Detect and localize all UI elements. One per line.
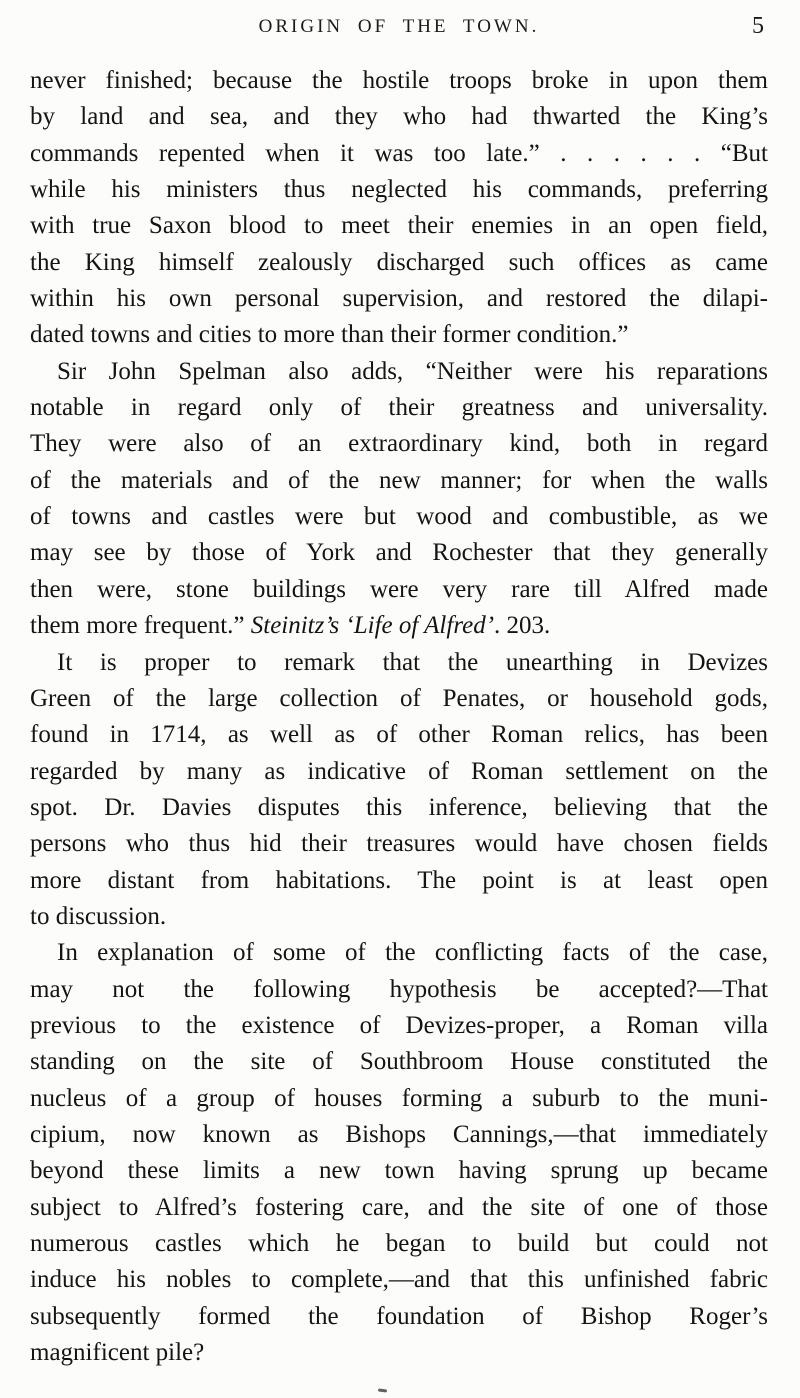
text-line (30, 535, 768, 571)
text-segment: . 203. (494, 612, 551, 640)
text-segment: previous to the existence of Devizes-proper, a Roman villa (30, 1011, 768, 1039)
text-line (30, 99, 768, 135)
text-line (30, 390, 768, 426)
text-line (30, 754, 768, 790)
text-line (30, 1262, 768, 1298)
citation-italic: Steinitz’s ‘Life of Alfred’ (250, 612, 495, 640)
text-line (30, 281, 768, 317)
text-segment: while his ministers thus neglected his commands, preferring (30, 176, 768, 204)
text-segment: induce his nobles to complete,—and that this unfinished fabric (30, 1266, 768, 1294)
text-segment: numerous castles which he began to build but could not (30, 1230, 768, 1257)
text-line (30, 317, 768, 353)
text-segment: never finished; because the hostile troops broke in upon them (30, 67, 768, 94)
text-segment: dated towns and cities to more than their former condition.” (30, 321, 629, 349)
text-line (30, 63, 768, 99)
text-line (30, 608, 768, 644)
text-segment: found in 1714, as well as of other Roman relics, has been (30, 721, 768, 749)
text-segment: may not the following hypothesis be accepted?—That (30, 975, 768, 1003)
text-segment: standing on the site of Southbroom House constituted the (30, 1048, 768, 1076)
text-line (30, 1117, 768, 1153)
text-line (30, 208, 768, 244)
text-segment: Sir John Spelman also adds, “Neither were his reparations (57, 357, 768, 385)
text-segment: subsequently formed the foundation of Bishop Roger’s (30, 1302, 768, 1330)
text-segment: of the materials and of the new manner; for when the walls (30, 466, 768, 494)
text-line (30, 463, 768, 499)
running-title: ORIGIN OF THE TOWN. (258, 16, 540, 37)
text-line (30, 1226, 768, 1262)
text-line (30, 826, 768, 862)
text-segment: Green of the large collection of Penates, or household gods, (30, 684, 768, 712)
scan-artifact (378, 1388, 387, 1392)
text-line (30, 790, 768, 826)
text-segment: regarded by many as indicative of Roman settlement on the (30, 757, 768, 785)
text-segment: by land and sea, and they who had thwarted the King’s (30, 103, 768, 131)
text-segment: It is proper to remark that the unearthing in Devizes (57, 648, 768, 676)
text-line (30, 899, 768, 935)
text-line (30, 136, 768, 172)
text-line (30, 717, 768, 753)
text-segment: nucleus of a group of houses forming a suburb to the muni- (30, 1084, 768, 1112)
text-segment: In explanation of some of the conflicting facts of the case, (57, 939, 768, 967)
text-line (30, 863, 768, 899)
text-segment: notable in regard only of their greatness and universality. (30, 394, 768, 422)
page-number: 5 (752, 13, 764, 39)
text-segment: They were also of an extraordinary kind, both in regard (30, 430, 768, 458)
text-line (30, 1335, 768, 1371)
text-line (30, 426, 768, 462)
text-line (30, 1190, 768, 1226)
text-line (30, 354, 768, 390)
text-line (30, 681, 768, 717)
text-segment: more distant from habitations. The point is at least open (30, 866, 768, 894)
text-segment: subject to Alfred’s fostering care, and the site of one of those (30, 1193, 768, 1221)
text-line (30, 172, 768, 208)
text-segment: within his own personal supervision, and restored the dilapi- (30, 285, 768, 313)
text-segment: of towns and castles were but wood and combustible, as we (30, 503, 768, 531)
text-line (30, 645, 768, 681)
text-line (30, 1299, 768, 1335)
text-segment: commands repented when it was too late.” . . . . . . “But (30, 139, 768, 167)
text-segment: persons who thus hid their treasures would have chosen fields (30, 830, 768, 858)
text-segment: beyond these limits a new town having sprung up became (30, 1157, 768, 1185)
running-head (30, 13, 768, 46)
text-line (30, 572, 768, 608)
text-line (30, 1044, 768, 1080)
text-segment: then were, stone buildings were very rare till Alfred made (30, 575, 768, 603)
text-line (30, 1153, 768, 1189)
text-segment: with true Saxon blood to meet their enemies in an open field, (30, 212, 768, 240)
text-segment: magnificent pile? (30, 1339, 205, 1367)
text-segment: to discussion. (30, 902, 167, 930)
text-segment: spot. Dr. Davies disputes this inference, believing that the (30, 793, 768, 821)
text-line (30, 1008, 768, 1044)
text-line (30, 499, 768, 535)
text-segment: the King himself zealously discharged such offices as came (30, 248, 768, 276)
text-line (30, 972, 768, 1008)
text-line (30, 935, 768, 971)
text-segment: cipium, now known as Bishops Cannings,—that immediately (30, 1120, 768, 1148)
text-segment: may see by those of York and Rochester that they generally (30, 539, 768, 567)
text-line (30, 245, 768, 281)
page-text (30, 63, 768, 1371)
text-segment: them more frequent.” (30, 612, 251, 640)
text-line (30, 1081, 768, 1117)
